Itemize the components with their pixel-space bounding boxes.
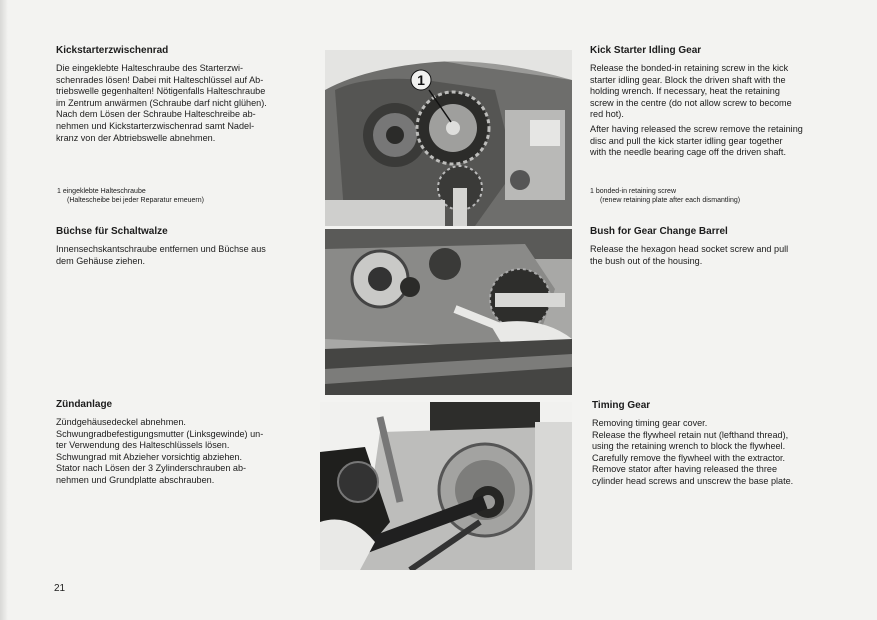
text-line: Zündgehäusedeckel abnehmen. (56, 417, 186, 427)
gear-callout-number: 1 (417, 72, 425, 88)
text-line: schenrades lösen! Dabei mit Halteschlüssel auf Ab- (56, 74, 264, 85)
en-bush-body (590, 244, 844, 267)
text-line: starter idling gear. Block the driven shaft with the (590, 74, 786, 85)
photo-gear-change-barrel-bush (325, 229, 572, 395)
text-line: kranz von der Abtriebswelle abnehmen. (56, 132, 216, 143)
text-line: Schwungrad mit Abzieher vorsichtig abziehen. (56, 451, 243, 462)
text-line: disc and pull the kick starter idling gear together (590, 135, 783, 146)
footnote-line: (Haltescheibe bei jeder Reparatur erneuern) (67, 197, 204, 204)
en-timing-title: Timing Gear (592, 400, 651, 411)
page-number: 21 (54, 583, 66, 594)
en-timing-section (592, 400, 846, 488)
en-kick-footnote (590, 187, 842, 205)
text-line: using the retaining wrench to block the flywheel. (592, 441, 786, 452)
text-line: Die eingeklebte Halteschraube des Starterzwi- (56, 63, 244, 73)
text-line: red hot). (590, 109, 624, 120)
text-line: triebswelle gegenhalten! Nötigenfalls Halteschraube (56, 86, 266, 97)
text-line: the bush out of the housing. (590, 255, 703, 266)
en-timing-body (592, 418, 846, 488)
de-ignition-body (56, 417, 310, 487)
en-kick-body-para2 (590, 124, 842, 159)
en-bush-section (590, 226, 844, 267)
text-line: Remove stator after having released the three (592, 464, 778, 475)
text-line: Stator nach Lösen der 3 Zylinderschrauben ab- (56, 463, 247, 474)
text-line: nehmen und Kickstarterzwischenrad samt Nadel- (56, 120, 255, 131)
text-line: dem Gehäuse ziehen. (56, 255, 145, 266)
text-line: Release the bonded-in retaining screw in the kick (590, 63, 789, 73)
de-ignition-section (56, 399, 310, 487)
text-line: Nach dem Lösen der Schraube Halteschreibe ab- (56, 109, 256, 120)
de-kick-body (56, 63, 308, 144)
text-line: Removing timing gear cover. (592, 418, 708, 428)
text-line: holding wrench. If necessary, heat the retaining (590, 86, 780, 97)
text-line: with the needle bearing cage off the driven shaft. (590, 147, 786, 158)
text-line: im Zentrum anwärmen (Schraube darf nicht glühen). (56, 97, 267, 108)
text-line: screw in the centre (do not allow screw to become (590, 97, 792, 108)
footnote-line: 1 eingeklebte Halteschraube (57, 188, 146, 195)
en-bush-title: Bush for Gear Change Barrel (590, 226, 728, 237)
en-kick-body-para1 (590, 63, 842, 121)
de-bush-title: Büchse für Schaltwalze (56, 226, 168, 237)
page-edge-shadow (0, 0, 8, 620)
text-line: cylinder head screws and unscrew the base plate. (592, 475, 794, 486)
text-line: Carefully remove the flywheel with the extractor. (592, 452, 786, 463)
de-bush-body (56, 244, 310, 267)
de-bush-section (56, 226, 310, 267)
photo-timing-gear-flywheel (320, 402, 572, 570)
en-kick-title: Kick Starter Idling Gear (590, 45, 702, 56)
text-line: After having released the screw remove the retaining (590, 123, 803, 134)
footnote-line: (renew retaining plate after each dismantling) (600, 197, 741, 204)
text-line: ter Verwendung des Halteschlüssels lösen. (56, 440, 230, 451)
de-kick-section (56, 45, 308, 144)
text-line: Schwungradbefestigungsmutter (Linksgewinde) un- (56, 428, 264, 439)
footnote-line: 1 bonded-in retaining screw (590, 188, 676, 195)
en-kick-section (590, 45, 842, 159)
text-line: Innensechskantschraube entfernen und Büchse aus (56, 244, 266, 254)
de-kick-footnote (57, 187, 309, 205)
de-kick-title: Kickstarterzwischenrad (56, 45, 169, 56)
de-ignition-title: Zündanlage (56, 399, 113, 410)
text-line: Release the flywheel retain nut (lefthand thread), (592, 429, 789, 440)
text-line: Release the hexagon head socket screw and pull (590, 244, 789, 254)
photo-kick-starter-gear (325, 50, 572, 226)
text-line: nehmen und Grundplatte abschrauben. (56, 474, 215, 485)
